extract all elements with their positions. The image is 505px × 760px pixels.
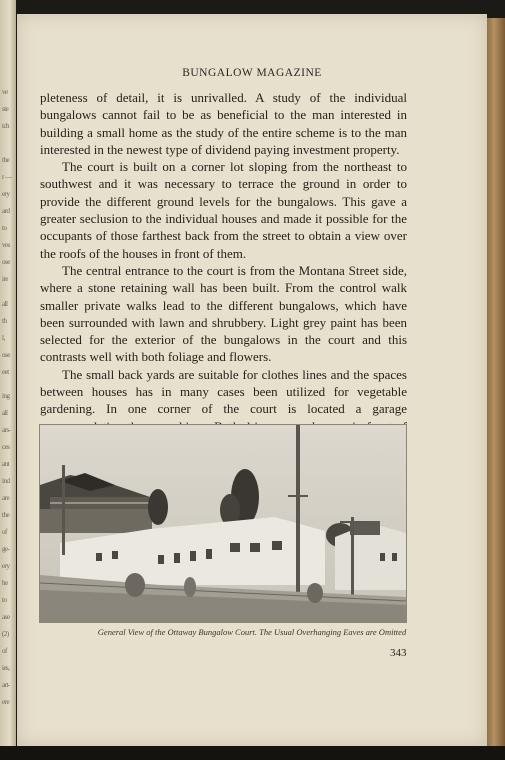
- paragraph: The court is built on a corner lot sloping from the northeast to southwest and it was necessary to terrace the ground in order to provide the different ground levels for the bungalows. This gave a greater seclusion to the individual houses and made it possible for the occupants of those farthest back from the street to obtain a view over the roofs of the houses in front of them.: [40, 159, 407, 261]
- spine-fragment: all: [2, 409, 8, 417]
- paragraph: The central entrance to the court is from the Montana Street side, where a stone retaining wall has been built. From the control walk smaller private walks lead to the different bungalows, which have been surrounded with lawn and shrubbery. Light grey paint has been selected for the exterior of the bungalows in the court and this contrasts well with both foliage and flowers.: [40, 262, 407, 365]
- spine-fragment: tch: [2, 122, 10, 130]
- magazine-page: [17, 14, 487, 746]
- spine-fragment: ose: [2, 258, 10, 266]
- spine-fragment: ind: [2, 477, 10, 485]
- photo-caption: General View of the Ottaway Bungalow Court. The Usual Overhanging Eaves are Omitted: [97, 627, 407, 637]
- bottom-shadow: [0, 746, 505, 760]
- spine-fragment: ars-: [2, 426, 11, 434]
- adjacent-page-spine: [0, 0, 16, 760]
- spine-fragment: ing: [2, 392, 10, 400]
- spine-fragment: ard: [2, 207, 10, 215]
- spine-fragment: of: [2, 647, 7, 655]
- spine-fragment: ant: [2, 460, 10, 468]
- spine-fragment: the: [2, 511, 10, 519]
- spine-fragment: ces: [2, 443, 10, 451]
- spine-fragment: to: [2, 224, 7, 232]
- running-head: BUNGALOW MAGAZINE: [182, 67, 322, 79]
- spine-fragment: ere: [2, 698, 10, 706]
- spine-fragment: of: [2, 528, 7, 536]
- spine-fragment: r —: [2, 173, 12, 181]
- spine-fragment: ery: [2, 562, 10, 570]
- spine-fragment: are: [2, 494, 10, 502]
- bungalow-court-photo: [39, 424, 407, 623]
- article-body: [40, 89, 407, 452]
- spine-fragment: ste: [2, 105, 9, 113]
- paragraph: pleteness of detail, it is unrivalled. A study of the individual bungalows cannot fail to be as beneficial to the man interested in building a small home as the study of the entire scheme is to the man interested in the newest type of dividend paying investment property.: [40, 90, 407, 157]
- spine-fragment: ge-: [2, 545, 10, 553]
- spine-fragment: ase: [2, 613, 10, 621]
- spine-fragment: (2): [2, 630, 9, 638]
- spine-fragment: ose: [2, 351, 10, 359]
- spine-fragment: ies,: [2, 664, 10, 672]
- spine-fragment: ves: [2, 241, 10, 249]
- spine-fragment: ire: [2, 275, 8, 283]
- spine-fragment: art-: [2, 681, 10, 689]
- page-edge-right: [487, 18, 505, 748]
- spine-fragment: eet: [2, 368, 9, 376]
- spine-fragment: the: [2, 156, 10, 164]
- spine-fragment: ve: [2, 88, 8, 96]
- spine-fragment: to: [2, 596, 7, 604]
- spine-fragment: ery: [2, 190, 10, 198]
- spine-fragment: th: [2, 317, 7, 325]
- spine-fragment: l,: [2, 334, 5, 342]
- photo-illustration: [40, 425, 406, 622]
- spine-fragment: he: [2, 579, 8, 587]
- paragraph: The small back yards are suitable for clothes lines and the spaces between houses has in many cases been utilized for vegetable gardening. In one corner of the court is located a garage: [40, 366, 407, 417]
- spine-fragment: all: [2, 300, 8, 308]
- page-number: 343: [390, 647, 407, 659]
